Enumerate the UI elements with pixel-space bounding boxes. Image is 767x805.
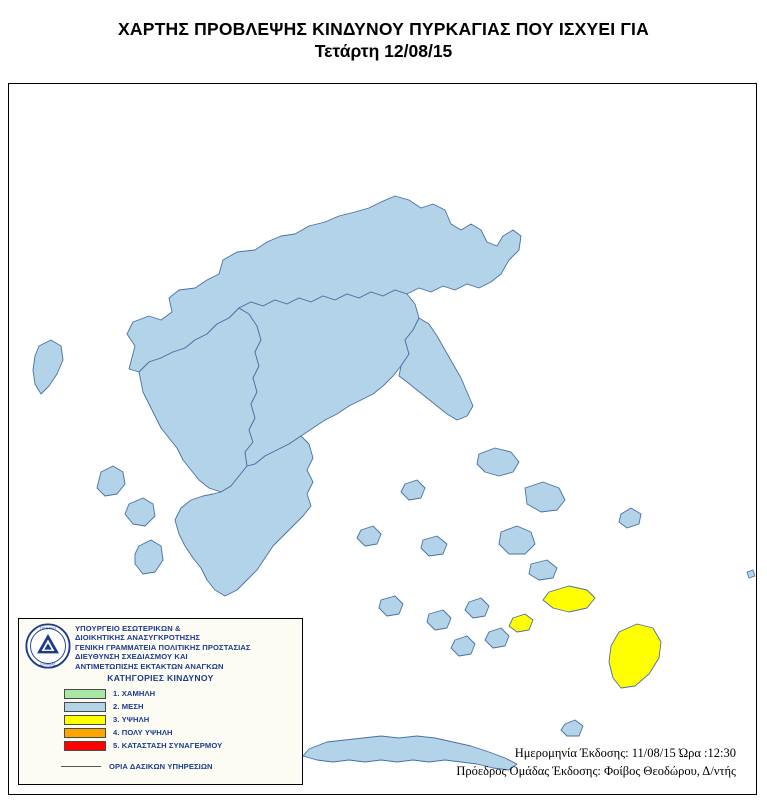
map-regions-high-risk bbox=[509, 586, 661, 688]
agency-name bbox=[75, 624, 299, 671]
legend-header bbox=[19, 619, 302, 671]
agency-line-1: ΥΠΟΥΡΓΕΙΟ ΕΣΩΤΕΡΙΚΩΝ & bbox=[75, 624, 181, 633]
legend-label-low: 1. ΧΑΜΗΛΗ bbox=[113, 689, 156, 698]
issuing-chair: Πρόεδρος Ομάδας Έκδοσης: Φοίβος Θεοδώρου, Δ/ντής bbox=[456, 764, 736, 778]
legend-items bbox=[64, 687, 299, 752]
legend-title: ΚΑΤΗΓΟΡΙΕΣ ΚΙΝΔΥΝΟΥ bbox=[107, 673, 214, 683]
boundary-line-icon bbox=[61, 766, 101, 767]
legend-swatch-high bbox=[64, 715, 106, 725]
svg-text:ΠΟΛΙΤΙΚΗ: ΠΟΛΙΤΙΚΗ bbox=[40, 626, 56, 631]
legend-item-2 bbox=[64, 700, 299, 713]
legend-box bbox=[18, 618, 303, 785]
page-title bbox=[0, 18, 767, 62]
legend-item-1 bbox=[64, 687, 299, 700]
title-line-1: ΧΑΡΤΗΣ ΠΡΟΒΛΕΨΗΣ ΚΙΝΔΥΝΟΥ ΠΥΡΚΑΓΙΑΣ ΠΟΥ ΙΣΧΥΕΙ ΓΙΑ bbox=[118, 19, 649, 39]
agency-line-5: ΑΝΤΙΜΕΤΩΠΙΣΗΣ ΕΚΤΑΚΤΩΝ ΑΝΑΓΚΩΝ bbox=[75, 661, 224, 671]
legend-item-3 bbox=[64, 713, 299, 726]
legend-swatch-alert bbox=[64, 741, 106, 751]
civil-protection-emblem-icon bbox=[25, 623, 71, 669]
legend-label-alert: 5. ΚΑΤΑΣΤΑΣΗ ΣΥΝΑΓΕΡΜΟΥ bbox=[113, 741, 223, 750]
title-line-2: Τετάρτη 12/08/15 bbox=[314, 41, 453, 61]
agency-line-3: ΓΕΝΙΚΗ ΓΡΑΜΜΑΤΕΙΑ ΠΟΛΙΤΙΚΗΣ ΠΡΟΣΤΑΣΙΑΣ bbox=[75, 642, 251, 652]
legend-swatch-medium bbox=[64, 702, 106, 712]
agency-line-4: ΔΙΕΥΘΥΝΣΗ ΣΧΕΔΙΑΣΜΟΥ ΚΑΙ bbox=[75, 652, 188, 662]
legend-boundary-key bbox=[61, 762, 213, 771]
agency-line-2: ΔΙΟΙΚΗΤΙΚΗΣ ΑΝΑΣΥΓΚΡΟΤΗΣΗΣ bbox=[75, 633, 201, 643]
issue-datetime: Ημερομηνία Έκδοσης: 11/08/15 Ώρα :12:30 bbox=[514, 746, 736, 760]
map-islet bbox=[747, 570, 755, 578]
legend-item-4 bbox=[64, 726, 299, 739]
legend-label-boundary: ΟΡΙΑ ΔΑΣΙΚΩΝ ΥΠΗΡΕΣΙΩΝ bbox=[109, 762, 213, 771]
legend-item-5 bbox=[64, 739, 299, 752]
svg-text:ΕΛΛΑΔΑΣ: ΕΛΛΑΔΑΣ bbox=[40, 662, 56, 667]
legend-label-medium: 2. ΜΕΣΗ bbox=[113, 702, 144, 711]
footer-notes bbox=[456, 744, 736, 780]
legend-swatch-low bbox=[64, 689, 106, 699]
map-frame[interactable] bbox=[8, 83, 757, 795]
legend-label-high: 3. ΥΨΗΛΗ bbox=[113, 715, 150, 724]
legend-label-very-high: 4. ΠΟΛΥ ΥΨΗΛΗ bbox=[113, 728, 173, 737]
legend-swatch-very-high bbox=[64, 728, 106, 738]
